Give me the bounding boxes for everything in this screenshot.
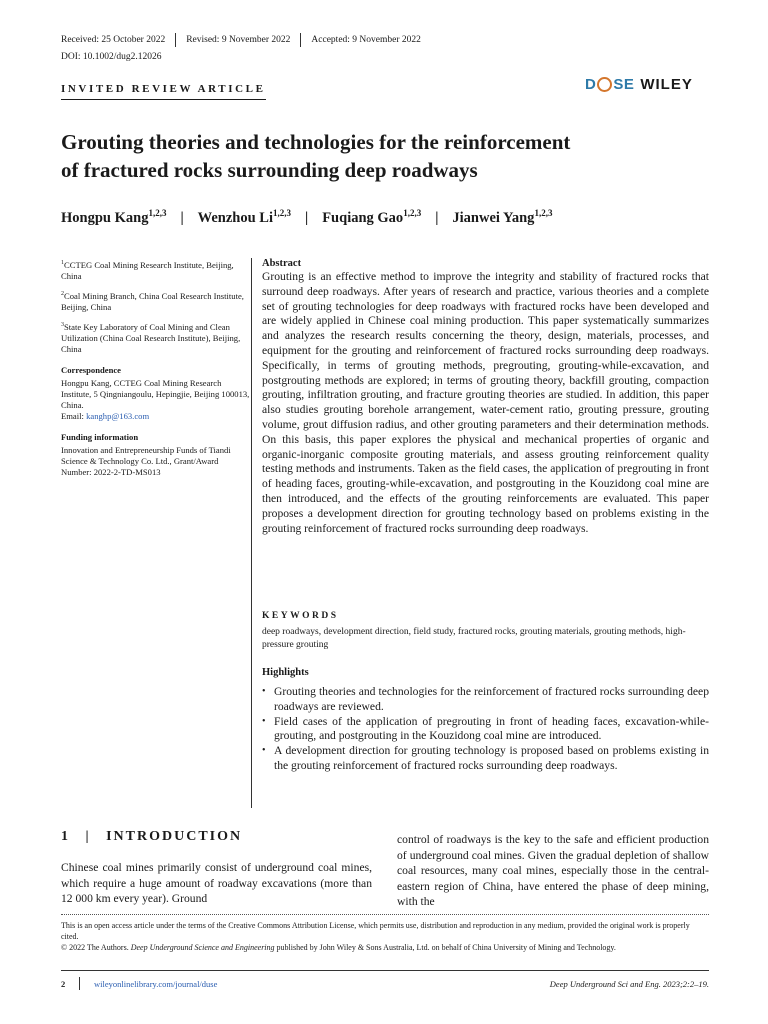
correspondence-heading: Correspondence xyxy=(61,364,121,375)
author xyxy=(61,208,166,227)
copyright-journal: Deep Underground Science and Engineering xyxy=(130,943,275,953)
author-name: Hongpu Kang xyxy=(61,209,149,226)
affiliation-text: Coal Mining Branch, China Coal Research Institute, Beijing, China xyxy=(61,290,244,312)
duse-logo xyxy=(585,76,634,93)
abstract-heading: Abstract xyxy=(262,258,302,269)
license-text: This is an open access article under the terms of the Creative Commons Attribution License, which permits use, distribution and reproduction in any medium, provided the original work is properly cited. xyxy=(61,921,690,942)
accepted-date: Accepted: 9 November 2022 xyxy=(311,35,421,45)
author xyxy=(322,208,421,227)
doi: DOI: 10.1002/dug2.12026 xyxy=(61,52,162,62)
affiliation-text: State Key Laboratory of Coal Mining and Clean Utilization (China Coal Research Institute), Beijing, China xyxy=(61,321,241,354)
section-heading xyxy=(61,829,242,845)
affiliation-number: 3 xyxy=(61,321,64,328)
correspondence-text: Hongpu Kang, CCTEG Coal Mining Research Institute, 5 Qingniangoulu, Hepingjie, Beijing 100013, China. xyxy=(61,377,250,410)
journal-url-link[interactable]: wileyonlinelibrary.com/journal/duse xyxy=(94,978,218,989)
author-name: Jianwei Yang xyxy=(452,209,535,226)
date-divider xyxy=(300,33,301,47)
author xyxy=(198,208,291,227)
author-separator: | xyxy=(435,209,439,226)
page-number: 2 xyxy=(61,978,66,989)
highlight-item: • Field cases of the application of pregrouting in front of heading faces, excavation-while-grouting, and postgrouting in the Kouzidong coal mine are introduced. xyxy=(262,715,709,745)
highlights xyxy=(262,685,709,774)
author-separator: | xyxy=(180,209,184,226)
page-footer xyxy=(61,977,709,990)
section-separator: | xyxy=(85,829,91,844)
received-date: Received: 25 October 2022 xyxy=(61,35,166,45)
footer-divider xyxy=(61,970,709,971)
keywords-heading: KEYWORDS xyxy=(262,611,339,621)
section-number: 1 xyxy=(61,829,70,844)
title-line-1: Grouting theories and technologies for the reinforcement xyxy=(61,130,571,154)
license-note xyxy=(61,920,709,954)
affiliation xyxy=(61,320,251,355)
author-affil: 1,2,3 xyxy=(273,208,291,218)
duse-logo-right: SE xyxy=(613,76,635,93)
author-affil: 1,2,3 xyxy=(403,208,422,218)
keywords-text: deep roadways, development direction, field study, fractured rocks, grouting materials, grouting methods, high-pressure grouting xyxy=(262,627,686,650)
intro-text-left: Chinese coal mines primarily consist of underground coal mines, which require a huge amount of roadway excavations (more than 12 000 km every year). Ground xyxy=(61,861,372,905)
highlight-item: • Grouting theories and technologies for the reinforcement of fractured rocks surrounding deep roadways are reviewed. xyxy=(262,685,709,715)
journal-logo xyxy=(585,76,693,93)
copyright-suffix: published by John Wiley & Sons Australia, Ltd. on behalf of China University of Mining and Technology. xyxy=(274,943,616,953)
journal-citation: Deep Underground Sci and Eng. 2023;2:2–19. xyxy=(549,978,709,989)
column-divider xyxy=(251,258,252,808)
author-affil: 1,2,3 xyxy=(534,208,553,218)
copyright-text xyxy=(61,942,709,953)
affiliation-text: CCTEG Coal Mining Research Institute, Beijing, China xyxy=(61,259,234,281)
affiliation-number: 2 xyxy=(61,290,64,297)
title-line-2: of fractured rocks surrounding deep roadways xyxy=(61,158,478,182)
date-divider xyxy=(175,33,176,47)
author xyxy=(452,208,552,227)
author-name: Wenzhou Li xyxy=(197,209,273,226)
footnote-divider xyxy=(61,914,709,915)
correspondence-email xyxy=(61,411,251,422)
section-label: INVITED REVIEW ARTICLE xyxy=(61,83,266,100)
section-title: INTRODUCTION xyxy=(106,829,243,844)
affiliation-number: 1 xyxy=(61,260,64,266)
article-sidebar xyxy=(61,258,251,485)
revised-date: Revised: 9 November 2022 xyxy=(186,35,291,45)
highlights-heading: Highlights xyxy=(262,667,309,678)
author-affil: 1,2,3 xyxy=(148,208,167,218)
duse-ring-icon xyxy=(597,77,612,92)
author-separator: | xyxy=(305,209,309,226)
funding-text: Innovation and Entrepreneurship Funds of Tiandi Science & Technology Co. Ltd., Grant/Award Number: 2022-2-TD-MS013 xyxy=(61,444,231,477)
footer-separator xyxy=(79,977,80,990)
author-list xyxy=(61,208,552,227)
affiliation xyxy=(61,289,251,313)
article-dates xyxy=(61,33,421,47)
duse-logo-left: D xyxy=(585,76,597,93)
abstract xyxy=(262,258,709,536)
copyright-prefix: © 2022 The Authors. xyxy=(61,943,131,953)
publisher-logo: WILEY xyxy=(640,76,693,93)
highlight-item: • A development direction for grouting technology is proposed based on problems existing in the grouting reinforcement of fractured rocks surrounding deep roadways. xyxy=(262,744,709,774)
email-link[interactable]: kanghp@163.com xyxy=(86,410,150,421)
affiliation xyxy=(61,258,251,282)
highlights-list xyxy=(262,685,709,774)
article-title xyxy=(61,128,661,184)
abstract-body: Grouting is an effective method to improve the integrity and stability of fractured rocks that surround deep roadways. After years of research and practice, various theories and a complete set of grouting technologies for deep roadways with fractured rocks have been developed and are widely applied in Chinese coal mining production. This paper systematically summarizes and analyzes the research results concerning the theory, design, materials, processes, and equipment for the grouting and reinforcement of fractured rocks surrounding deep roadways. Specifically, in terms of grouting methods, pregrouting, grouting-while-excavation, and postgrouting methods are explored; in terms of grouting theory, backfill grouting, compaction grouting, infiltration grouting, and fracture grouting theories are studied. In addition, this paper also studies grouting borehole arrangement, water-cement ratio, grouting pressure, grouting volume, grout diffusion radius, and other grouting parameters and their determination methods. On this basis, this paper explores the physical and mechanical properties of organic and organic-inorganic composite grouting materials, and assess grouting reinforcement quality testing methods and instruments. Taken as the field cases, the application of pregrouting in front of heading faces, grouting-while-excavation, and postgrouting in the Kouzidong coal mine are then introduced, and the effects of the grouting reinforcements are evaluated. This paper proposes a development direction for grouting technology based on problems existing in the grouting reinforcement of fractured rocks surrounding deep roadways. xyxy=(262,270,709,535)
intro-text-right: control of roadways is the key to the safe and efficient production of underground coal mines. Given the gradual depletion of shallow coal resources, many coal mines, especially those in the central-eastern region of China, have entered the phase of deep mining, with the xyxy=(397,833,709,908)
funding-heading: Funding information xyxy=(61,431,139,442)
author-name: Fuqiang Gao xyxy=(322,209,404,226)
email-label: Email: xyxy=(61,410,84,421)
